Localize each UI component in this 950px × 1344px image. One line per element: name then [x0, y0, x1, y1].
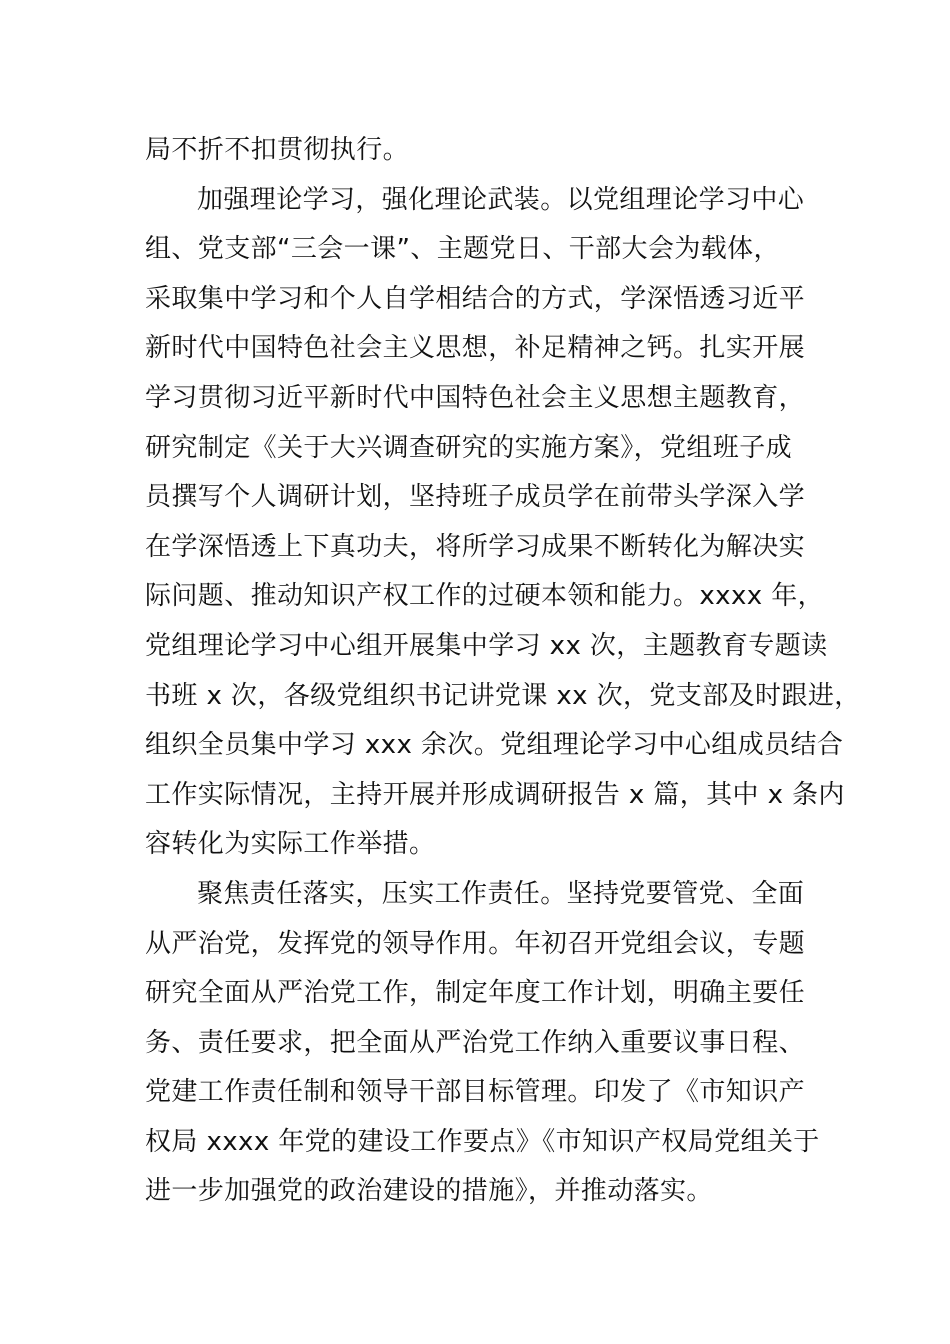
text-line: 务、责任要求，把全面从严治党工作纳入重要议事日程、	[145, 1027, 806, 1058]
text-line: 组织全员集中学习 xxx 余次。党组理论学习中心组成员结合	[145, 730, 844, 761]
text-line: 际问题、推动知识产权工作的过硬本领和能力。xxxx 年，	[145, 581, 825, 612]
text-line: 党组理论学习中心组开展集中学习 xx 次，主题教育专题读	[145, 630, 828, 661]
text-line: 在学深悟透上下真功夫，将所学习成果不断转化为解决实	[145, 531, 806, 562]
text-line: 采取集中学习和个人自学相结合的方式，学深悟透习近平	[145, 283, 806, 314]
paragraph-1	[145, 126, 835, 176]
text-line: 聚焦责任落实，压实工作责任。坚持党要管党、全面	[197, 878, 805, 909]
text-line: 学习贯彻习近平新时代中国特色社会主义思想主题教育，	[145, 382, 806, 413]
paragraph-3	[145, 870, 835, 1217]
text-line: 新时代中国特色社会主义思想，补足精神之钙。扎实开展	[145, 333, 806, 364]
paragraph-2	[145, 176, 861, 870]
text-line: 员撰写个人调研计划，坚持班子成员学在前带头学深入学	[145, 482, 806, 513]
text-line: 党建工作责任制和领导干部目标管理。印发了《市知识产	[145, 1077, 806, 1108]
text-line: 容转化为实际工作举措。	[145, 829, 436, 860]
text-line: 组、党支部“三会一课”、主题党日、干部大会为载体，	[145, 234, 780, 265]
text-line: 从严治党，发挥党的领导作用。年初召开党组会议，专题	[145, 928, 806, 959]
text-line: 工作实际情况，主持开展并形成调研报告 x 篇，其中 x 条内	[145, 779, 845, 810]
text-line: 局不折不扣贯彻执行。	[145, 135, 410, 165]
text-line: 加强理论学习，强化理论武装。以党组理论学习中心	[197, 184, 805, 215]
text-line: 研究制定《关于大兴调查研究的实施方案》，党组班子成	[145, 432, 793, 463]
text-line: 研究全面从严治党工作，制定年度工作计划，明确主要任	[145, 978, 806, 1009]
document-body	[145, 126, 861, 1217]
text-line: 权局 xxxx 年党的建设工作要点》《市知识产权局党组关于	[145, 1126, 820, 1157]
text-line: 进一步加强党的政治建设的措施》，并推动落实。	[145, 1176, 713, 1207]
text-line: 书班 x 次，各级党组织书记讲党课 xx 次，党支部及时跟进，	[145, 680, 861, 711]
